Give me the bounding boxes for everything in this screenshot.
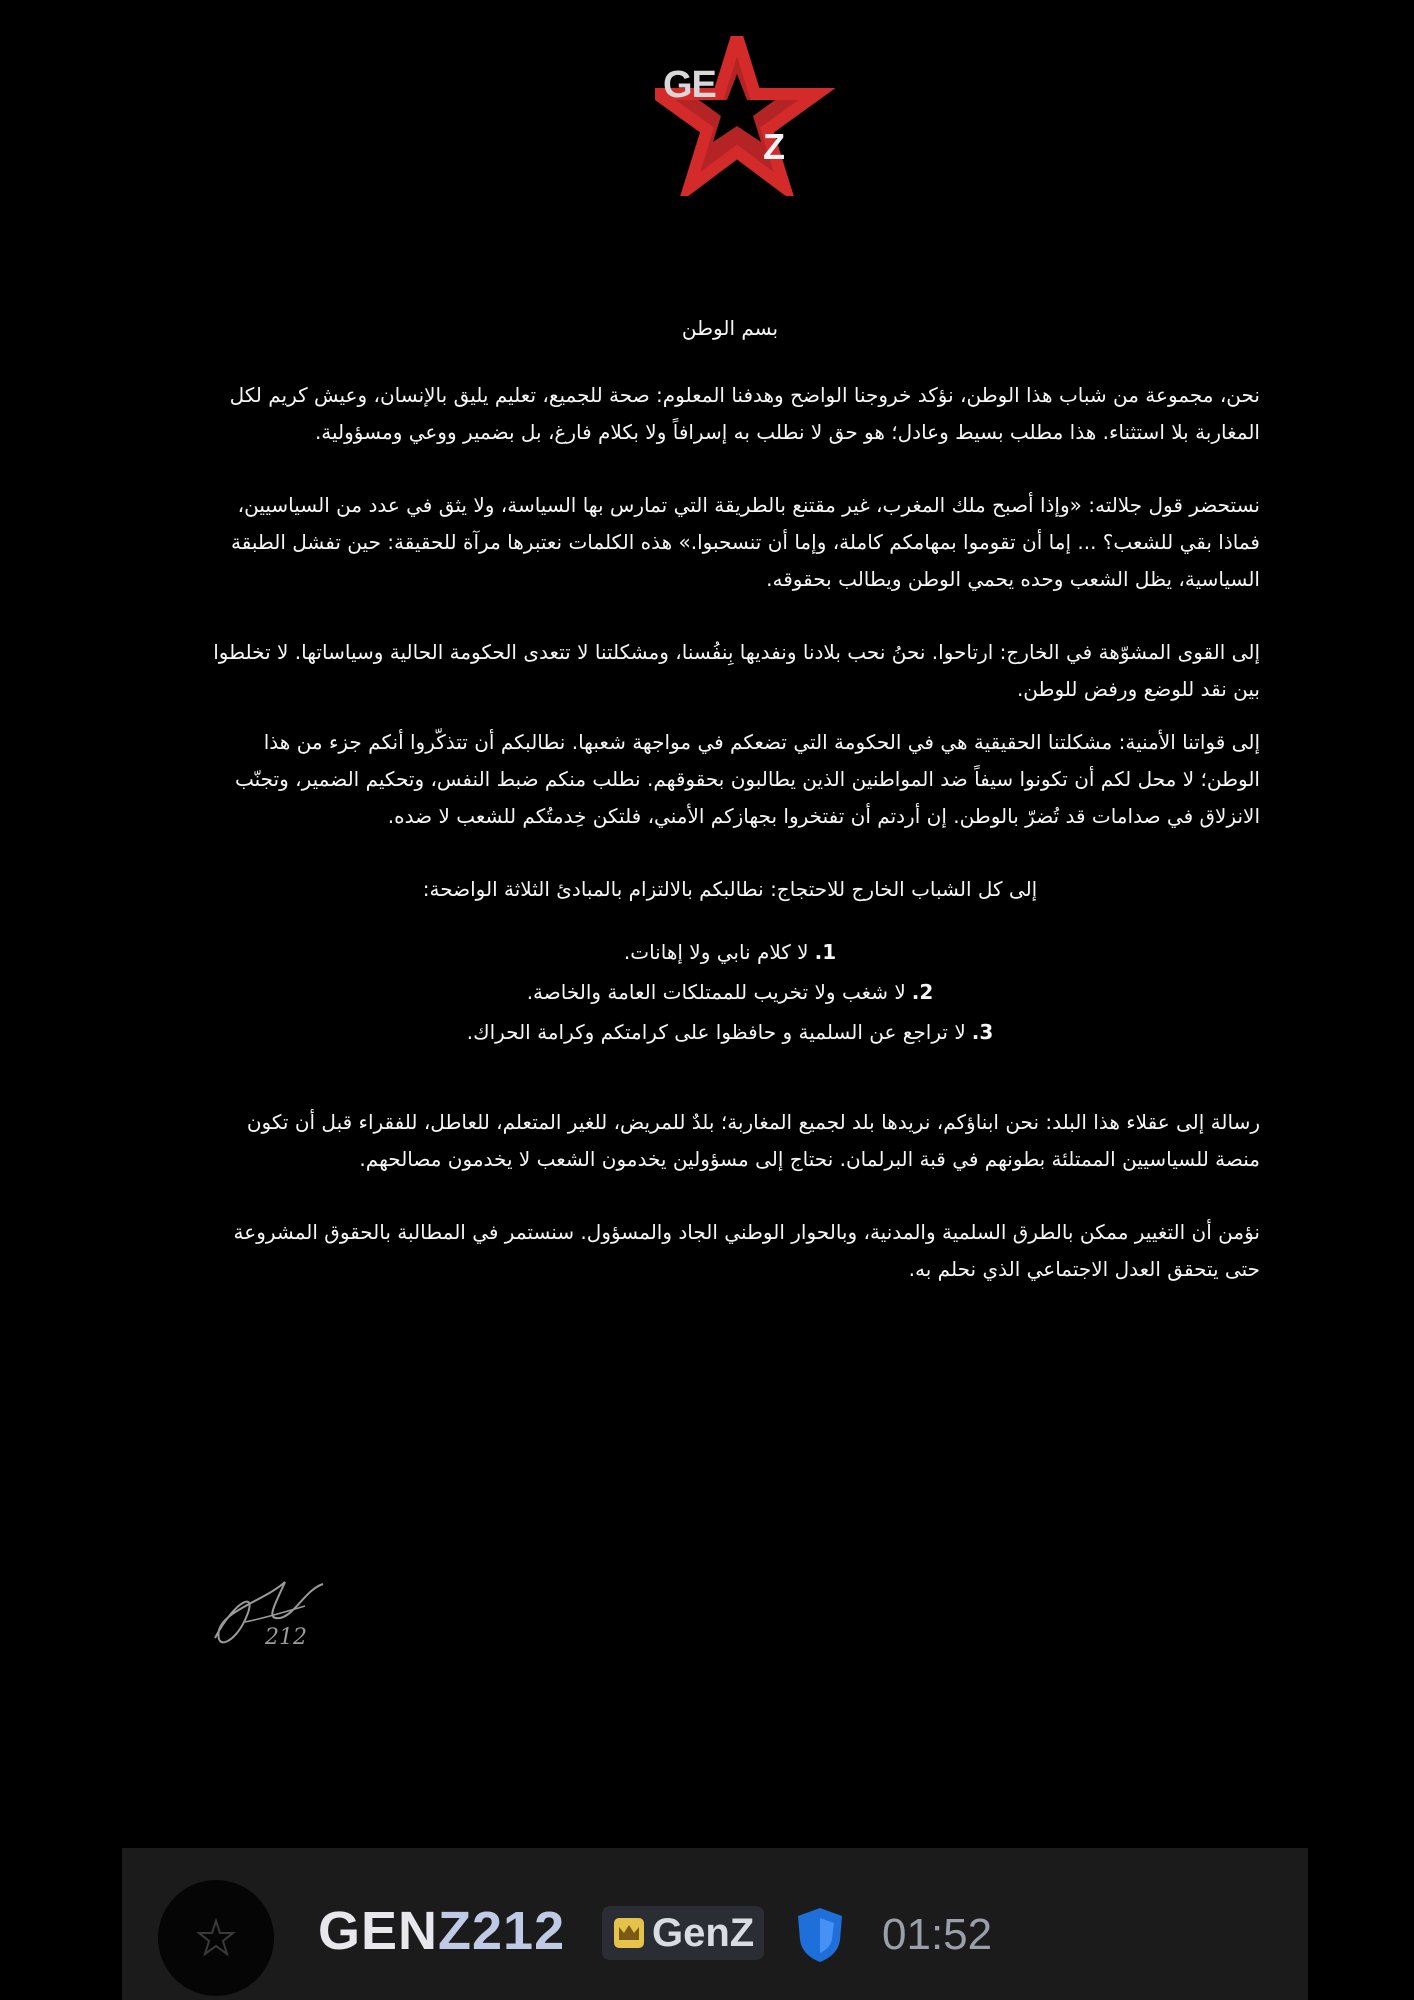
signature-text: 212 bbox=[265, 1625, 307, 1650]
red-star-icon bbox=[655, 36, 835, 196]
handwritten-signature bbox=[205, 1560, 345, 1660]
list-item: 3.لا تراجع عن السلمية و حافظوا على كرامتكم وكرامة الحراك. bbox=[466, 1020, 994, 1044]
letter-paragraph-3: إلى القوى المشوّهة في الخارج: ارتاحوا. نحنُ نحب بلادنا ونفديها بِنفُسنا، ومشكلتنا لا تتعدى الحكومة الحالية وسياساتها. لا تخلطوا بين نقد للوضع ورفض للوطن. bbox=[213, 640, 1260, 701]
badge-label: GenZ bbox=[652, 1910, 755, 1955]
letter-closing-2: نؤمن أن التغيير ممكن بالطرق السلمية والمدنية، وبالحوار الوطني الجاد والمسؤول. سنستمر في المطالبة بالحقوق المشروعة حتى يتحقق العدل الاجتماعي الذي نحلم به. bbox=[233, 1220, 1260, 1281]
principles-list bbox=[200, 932, 1260, 1052]
open-letter bbox=[200, 310, 1260, 1324]
logo-text-z: Z bbox=[763, 126, 785, 167]
avatar[interactable] bbox=[158, 1880, 274, 1996]
shield-icon bbox=[794, 1906, 846, 1964]
star-avatar-icon bbox=[196, 1918, 236, 1958]
letter-paragraph-5: إلى كل الشباب الخارج للاحتجاج: نطالبكم بالالتزام بالمبادئ الثلاثة الواضحة: bbox=[422, 877, 1038, 901]
genz-logo bbox=[655, 36, 835, 196]
letter-paragraph-1: نحن، مجموعة من شباب هذا الوطن، نؤكد خروجنا الواضح وهدفنا المعلوم: صحة للجميع، تعليم يليق بالإنسان، وعيش كريم لكل المغاربة بلا استثناء. هذا مطلب بسيط وعادل؛ هو حق لا نطلب به إسرافاً ولا بكلام فارغ، بل بضمير ووعي ومسؤولية. bbox=[229, 383, 1260, 444]
list-item: 1.لا كلام نابي ولا إهانات. bbox=[623, 940, 837, 964]
letter-closing-1: رسالة إلى عقلاء هذا البلد: نحن ابناؤكم، نريدها بلد لجميع المغاربة؛ بلدٌ للمريض، للغير المتعلم، للعاطل، للفقراء قبل أن تكون منصة للسياسيين الممتلئة بطونهم في قبة البرلمان. نحتاج إلى مسؤولين يخدمون الشعب لا يخدمون مصالحهم. bbox=[246, 1110, 1260, 1171]
letter-paragraph-2: نستحضر قول جلالته: «وإذا أصبح ملك المغرب، غير مقتنع بالطريقة التي تمارس بها السياسة، ولا يثق في عدد من السياسيين، فماذا بقي للشعب؟ ... إما أن تقوموا بمهامكم كاملة، وإما أن تنسحبوا.» هذه الكلمات نعتبرها مرآة للحقيقة: حين تفشل الطبقة السياسية، يظل الشعب وحده يحمي الوطن ويطالب بحقوقه. bbox=[230, 493, 1260, 591]
channel-name[interactable]: GENZ212 bbox=[318, 1901, 566, 1961]
logo-text-ge: GE bbox=[663, 64, 716, 106]
post-time: 01:52 bbox=[882, 1910, 993, 1959]
letter-heading: بسم الوطن bbox=[681, 316, 779, 340]
crown-icon bbox=[612, 1916, 646, 1950]
channel-footer-bar[interactable] bbox=[122, 1848, 1308, 2000]
letter-paragraph-4: إلى قواتنا الأمنية: مشكلتنا الحقيقية هي في الحكومة التي تضعكم في مواجهة شعبها. نطالبكم أن تتذكّروا أنكم جزء من هذا الوطن؛ لا محل لكم أن تكونوا سيفاً ضد المواطنين الذين يطالبون بحقوقهم. نطلب منكم ضبط النفس، وتحكيم الضمير، وتجنّب الانزلاق في صدامات قد تُضرّ بالوطن. إن أردتم أن تفتخروا بجهازكم الأمني، فلتكن خِدمتُكم للشعب لا ضده. bbox=[234, 730, 1260, 828]
list-item: 2.لا شغب ولا تخريب للممتلكات العامة والخاصة. bbox=[526, 980, 934, 1004]
group-badge[interactable] bbox=[602, 1906, 764, 1960]
